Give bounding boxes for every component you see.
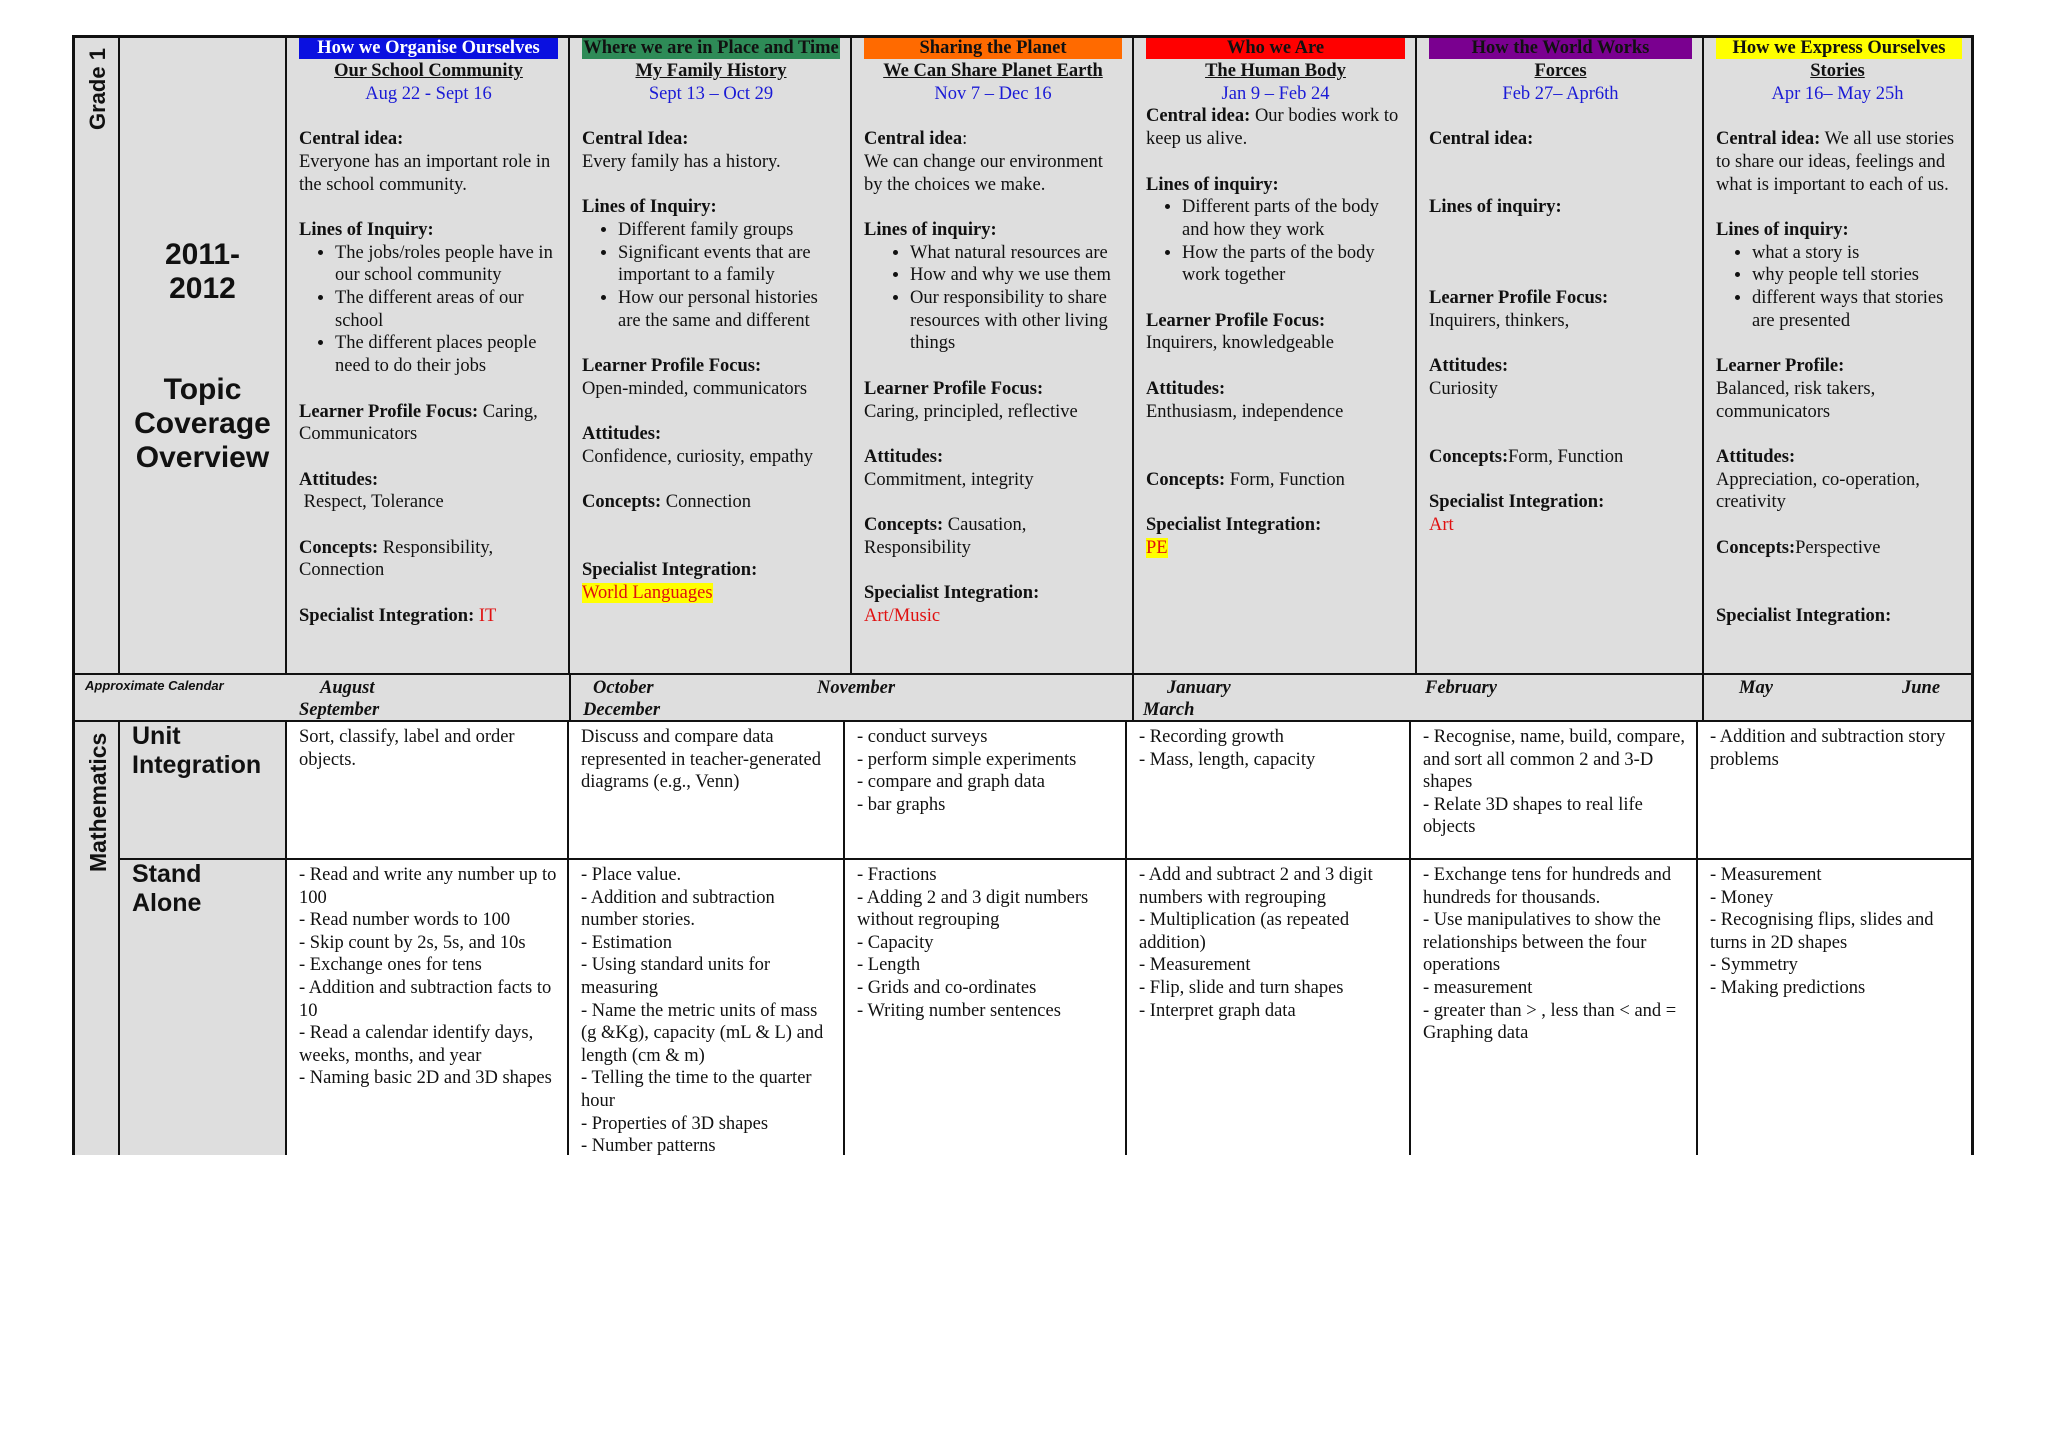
profile-text: Open-minded, communicators: [582, 378, 808, 399]
topic-4: [1134, 38, 1417, 559]
unit-text-1: Sort, classify, label and order objects.: [299, 727, 515, 770]
overview-title: Topic Coverage Overview: [134, 373, 271, 474]
central-idea-label: Central idea:: [1716, 129, 1821, 150]
stand-alone-head: [120, 860, 287, 1155]
cal-nov: November: [817, 678, 896, 698]
attitudes-text: Commitment, integrity: [864, 469, 1034, 490]
attitudes-label: Attitudes:: [864, 446, 944, 467]
cal-oct: October: [593, 678, 654, 698]
unit-text-6: - Addition and subtraction story problems: [1710, 727, 1946, 770]
topic-1: [287, 38, 570, 627]
topic-6: [1704, 38, 1971, 627]
topic-title: We Can Share Planet Earth: [883, 61, 1103, 81]
stand-text-5: - Exchange tens for hundreds and hundreds for thousands. - Use manipulatives to show the relationships between the four operations - measurement - greater than > , less than < and = Graphing data: [1423, 865, 1677, 1044]
stand-text-3: - Fractions - Adding 2 and 3 digit numbers without regrouping - Capacity - Length - Grids and co-ordinates - Writing number sentences: [857, 865, 1089, 1021]
topic-dates: Jan 9 – Feb 24: [1221, 83, 1330, 104]
attitudes-text: Enthusiasm, independence: [1146, 401, 1344, 422]
concepts-text: Perspective: [1795, 537, 1881, 558]
concepts-text: Responsibility, Connection: [299, 537, 494, 581]
cal-mar: March: [1143, 700, 1195, 720]
title-cell: [120, 38, 287, 675]
lines-label: Lines of inquiry:: [1146, 174, 1279, 195]
central-idea-label: Central Idea:: [582, 129, 689, 150]
lines-list: [1716, 242, 1959, 333]
central-idea-label: Central idea:: [299, 129, 404, 150]
specialist-label: Specialist Integration:: [299, 605, 475, 626]
lines-label: Lines of Inquiry:: [582, 197, 717, 218]
concepts-label: Concepts:: [1716, 537, 1796, 558]
attitudes-text: Respect, Tolerance: [299, 492, 444, 513]
concepts-text: Form, Function: [1508, 446, 1624, 467]
theme-banner: How we Organise Ourselves: [299, 38, 558, 59]
cal-may: May: [1739, 678, 1773, 698]
concepts-label: Concepts:: [299, 537, 379, 558]
grade-label-cell: [75, 38, 120, 675]
stand-text-1: - Read and write any number up to 100 - Read number words to 100 - Skip count by 2s, 5s, and 10s - Exchange ones for tens - Addition and subtraction facts to 10 - Read a calendar identify days, weeks, months, and year - Naming basic 2D and 3D shapes: [299, 865, 557, 1089]
concepts-text: Form, Function: [1229, 469, 1345, 490]
profile-label: Learner Profile Focus:: [582, 356, 762, 377]
stand-alone-label: Stand Alone: [132, 860, 202, 917]
lines-label: Lines of inquiry:: [864, 219, 997, 240]
cal-jan: January: [1167, 678, 1231, 698]
cal-sep: September: [299, 700, 380, 720]
unit-integration-label: Unit Integration: [132, 722, 262, 779]
profile-text: Caring, principled, reflective: [864, 401, 1078, 422]
concepts-label: Concepts:: [1429, 446, 1509, 467]
attitudes-text: Appreciation, co-operation, creativity: [1716, 469, 1920, 513]
central-idea-text: We can change our environment by the choices we make.: [864, 151, 1103, 195]
topic-5: [1417, 38, 1704, 537]
profile-label: Learner Profile Focus:: [1146, 310, 1326, 331]
specialist-label: Specialist Integration:: [1716, 605, 1892, 626]
list-item: • Our responsibility to share resources with other living things: [910, 287, 1122, 355]
unit-text-3: - conduct surveys - perform simple experiments - compare and graph data - bar graphs: [857, 727, 1077, 815]
specialist-text: IT: [478, 605, 497, 626]
concepts-label: Concepts:: [1146, 469, 1226, 490]
profile-label: Learner Profile Focus:: [1429, 287, 1609, 308]
attitudes-label: Attitudes:: [299, 469, 379, 490]
list-item: • The different areas of our school: [335, 287, 558, 332]
year-label: 2011- 2012: [164, 238, 241, 305]
profile-text: Balanced, risk takers, communicators: [1716, 378, 1876, 422]
profile-text: Inquirers, thinkers,: [1429, 310, 1570, 331]
profile-text: Inquirers, knowledgeable: [1146, 333, 1335, 354]
concepts-text: Causation, Responsibility: [864, 514, 1027, 558]
topic-title: Our School Community: [334, 61, 523, 81]
list-item: • why people tell stories: [1752, 264, 1959, 287]
list-item: • The different places people need to do their jobs: [335, 332, 558, 377]
lines-list: [582, 219, 840, 333]
lines-label: Lines of inquiry:: [1716, 219, 1849, 240]
concepts-label: Concepts:: [864, 514, 944, 535]
list-item: • How and why we use them: [910, 264, 1122, 287]
specialist-text: PE: [1146, 537, 1168, 558]
theme-banner: How we Express Ourselves: [1716, 38, 1962, 59]
topic-2: [570, 38, 852, 605]
attitudes-label: Attitudes:: [1716, 446, 1796, 467]
profile-label: Learner Profile Focus:: [864, 378, 1044, 399]
list-item: • How the parts of the body work together: [1182, 242, 1405, 287]
stand-text-2: - Place value. - Addition and subtraction number stories. - Estimation - Using standard units for measuring - Name the metric units of mass (g &Kg), capacity (mL & L) and length (cm & m) - Telling the time to the quarter hour - Properties of 3D shapes - Number patterns: [581, 865, 824, 1157]
topic-dates: Feb 27– Apr6th: [1502, 83, 1619, 104]
overview-table: [72, 35, 1974, 1155]
stand-text-6: - Measurement - Money - Recognising flips, slides and turns in 2D shapes - Symmetry - Making predictions: [1710, 865, 1934, 998]
concepts-label: Concepts:: [582, 492, 662, 513]
cal-jun: June: [1902, 678, 1941, 698]
topic-title: Forces: [1534, 61, 1587, 81]
list-item: • different ways that stories are presented: [1752, 287, 1959, 332]
list-item: • Different family groups: [618, 219, 840, 242]
unit-text-4: - Recording growth - Mass, length, capacity: [1139, 727, 1316, 770]
attitudes-text: Curiosity: [1429, 378, 1498, 399]
central-idea-text: Every family has a history.: [582, 151, 781, 172]
lines-label: Lines of Inquiry:: [299, 219, 434, 240]
theme-banner: How the World Works: [1429, 38, 1692, 59]
attitudes-text: Confidence, curiosity, empathy: [582, 446, 814, 467]
topic-3: Sharing the Planet We Can Share Planet Earth Nov 7 – Dec 16 Central idea: We can change our environment by the choices we make. Lines of inquiry: • What natural resources are • How and why we use them • Our responsibility to share resources with other living things Learner Profile Focus: Caring, principled, reflective Attitudes: Commitment, integrity Concepts: Causation, Responsibility Specialist Integration: Art/Music: [852, 38, 1134, 627]
topic-title: My Family History: [635, 61, 787, 81]
grade-label: Grade 1: [85, 48, 110, 130]
theme-banner: Sharing the Planet: [864, 38, 1122, 59]
theme-banner: Where we are in Place and Time: [583, 38, 839, 58]
theme-banner: Who we Are: [1146, 38, 1405, 59]
attitudes-label: Attitudes:: [1429, 356, 1509, 377]
central-idea-text: Everyone has an important role in the school community.: [299, 151, 551, 195]
stand-text-4: - Add and subtract 2 and 3 digit numbers with regrouping - Multiplication (as repeated addition) - Measurement - Flip, slide and turn shapes - Interpret graph data: [1139, 865, 1373, 1021]
math-label-cell: [75, 722, 120, 1155]
cal-aug: August: [320, 678, 375, 698]
topic-title: The Human Body: [1205, 61, 1346, 81]
topic-title: Stories: [1810, 61, 1865, 81]
attitudes-label: Attitudes:: [1146, 378, 1226, 399]
unit-text-2: Discuss and compare data represented in teacher-generated diagrams (e.g., Venn): [581, 727, 821, 793]
central-idea-text: Our bodies work to keep us alive.: [1146, 106, 1399, 150]
profile-text: Caring, Communicators: [299, 401, 538, 445]
central-idea-label: Central idea:: [1146, 106, 1251, 127]
math-label: Mathematics: [85, 732, 111, 872]
calendar-label: Approximate Calendar: [85, 678, 224, 693]
specialist-label: Specialist Integration:: [1429, 492, 1605, 513]
central-idea-label: Central idea:: [1429, 129, 1534, 150]
specialist-text: Art: [1429, 514, 1454, 535]
topic-dates: Apr 16– May 25h: [1771, 83, 1904, 104]
list-item: • Different parts of the body and how they work: [1182, 196, 1405, 241]
central-idea-label: Central idea: [864, 129, 963, 150]
list-item: • what a story is: [1752, 242, 1959, 265]
topic-dates: Aug 22 - Sept 16: [365, 83, 492, 104]
list-item: • The jobs/roles people have in our school community: [335, 242, 558, 287]
topic-dates: Nov 7 – Dec 16: [934, 83, 1052, 104]
unit-text-5: - Recognise, name, build, compare, and sort all common 2 and 3-D shapes - Relate 3D shapes to real life objects: [1423, 727, 1685, 838]
unit-integration-head: [120, 722, 287, 860]
specialist-text: World Languages: [582, 583, 713, 604]
attitudes-label: Attitudes:: [582, 424, 662, 445]
specialist-label: Specialist Integration:: [1146, 514, 1322, 535]
profile-label: Learner Profile Focus:: [299, 401, 479, 422]
specialist-text: Art/Music: [864, 605, 941, 626]
lines-list: [1146, 196, 1405, 287]
list-item: • What natural resources are: [910, 242, 1122, 265]
profile-label: Learner Profile:: [1716, 356, 1845, 377]
list-item: • How our personal histories are the same and different: [618, 287, 840, 332]
specialist-label: Specialist Integration:: [582, 560, 758, 581]
topic-dates: Sept 13 – Oct 29: [648, 83, 774, 104]
lines-label: Lines of inquiry:: [1429, 197, 1562, 218]
lines-list: [864, 242, 1122, 356]
lines-list: [299, 242, 558, 378]
list-item: • Significant events that are important to a family: [618, 242, 840, 287]
central-idea-text: We all use stories to share our ideas, feelings and what is important to each of us.: [1716, 129, 1955, 195]
cal-dec: December: [583, 700, 661, 720]
specialist-label: Specialist Integration:: [864, 583, 1040, 604]
cal-feb: February: [1425, 678, 1497, 698]
concepts-text: Connection: [665, 492, 752, 513]
